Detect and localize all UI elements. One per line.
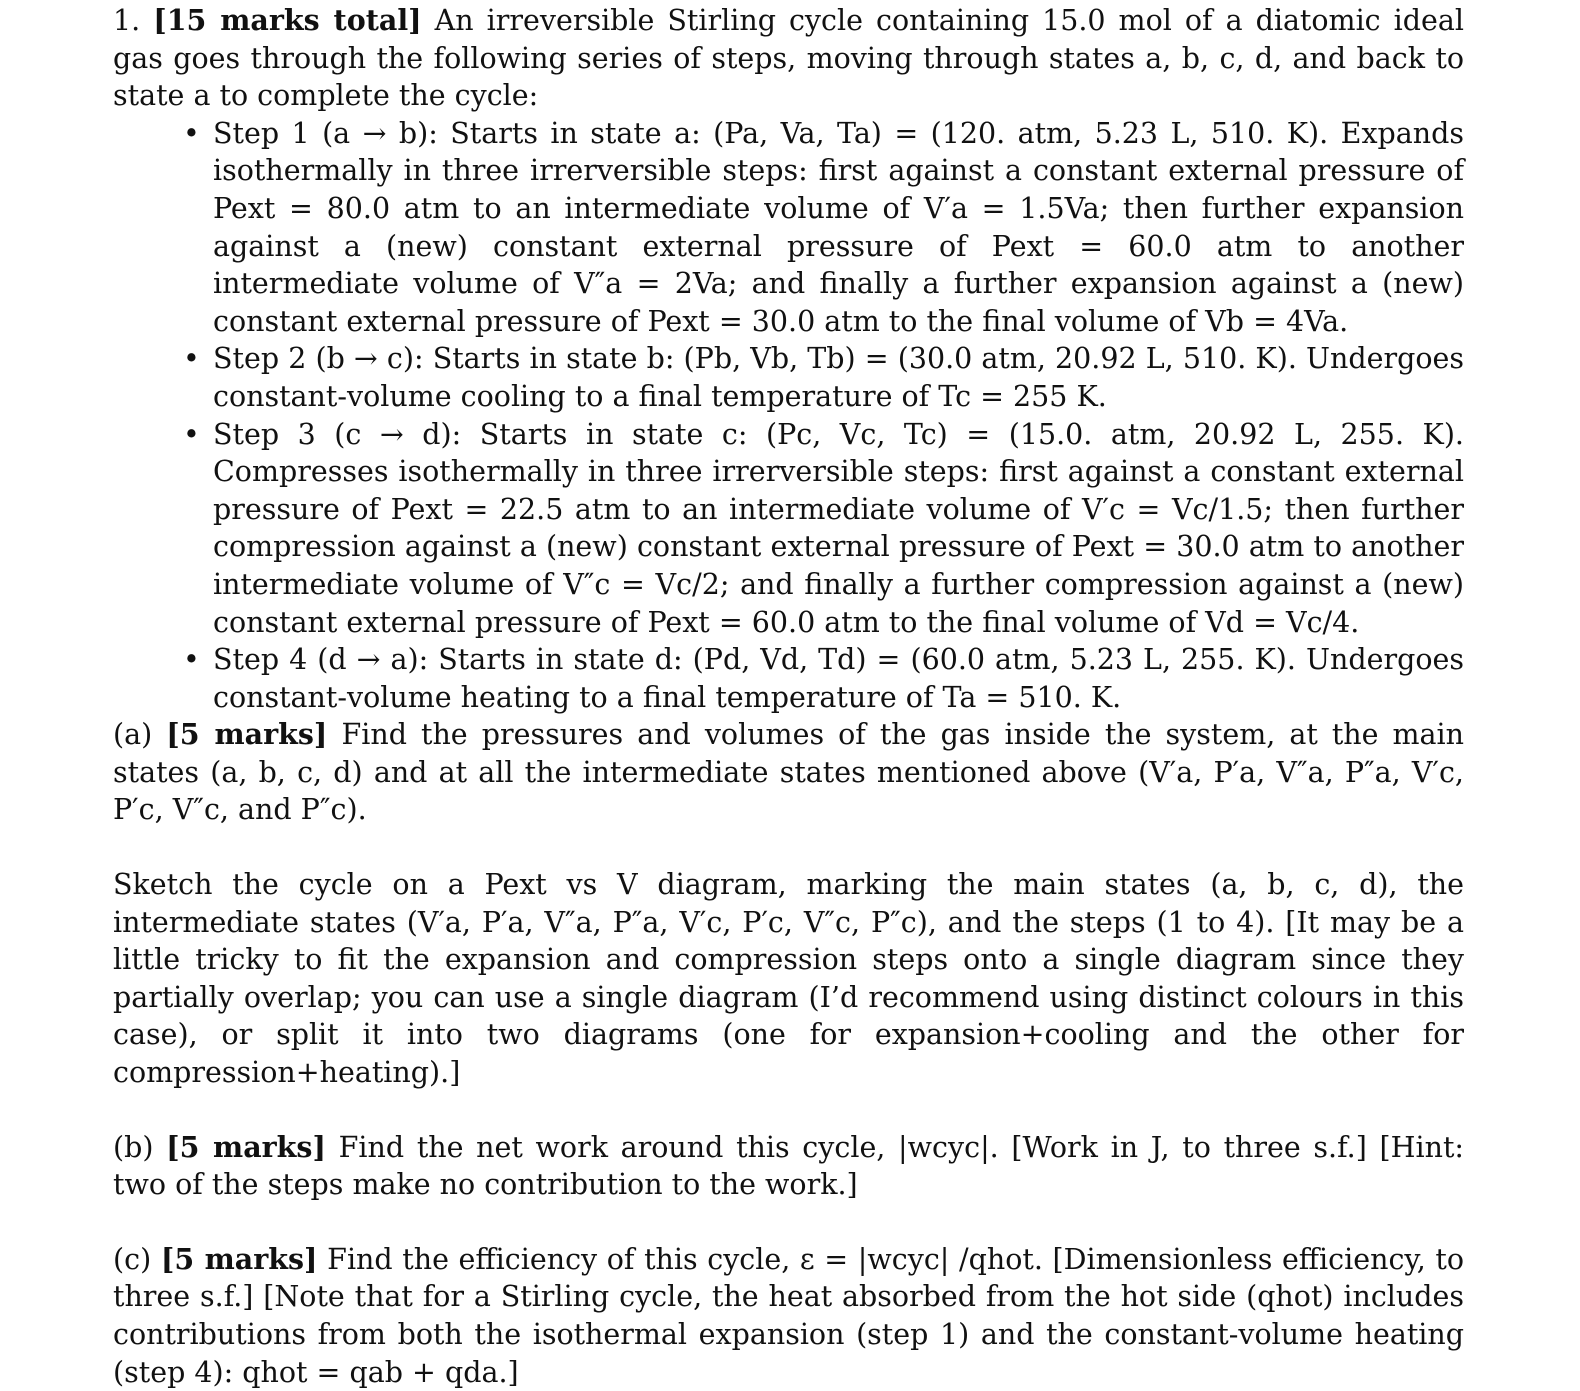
- sketch-instructions: [113, 866, 1464, 1092]
- steps-list: [113, 115, 1464, 717]
- part-b-marks: [5 marks]: [166, 1129, 326, 1164]
- step-text: Step 2 (b → c): Starts in state b: (Pb, Vb, Tb) = (30.0 atm, 20.92 L, 510. K). Undergoes constant-volume cooling to a final temperature of Tc = 255 K.: [213, 342, 1464, 413]
- step-item: [213, 416, 1464, 642]
- part-a-label: (a): [113, 718, 153, 752]
- part-c-label: (c): [113, 1242, 152, 1276]
- step-text: Step 1 (a → b): Starts in state a: (Pa, Va, Ta) = (120. atm, 5.23 L, 510. K). Expands isothermally in three irrerversible steps: first against a constant external pressure of Pext = 80.0 atm to an intermediate volume of V′a = 1.5Va; then further expansion against a (new) constant external pressure of Pext = 60.0 atm to another intermediate volume of V″a = 2Va; and finally a further expansion against a (new) constant external pressure of Pext = 30.0 atm to the final volume of Vb = 4Va.: [213, 116, 1464, 338]
- part-a-text: Find the pressures and volumes of the gas inside the system, at the main states (a, b, c, d) and at all the intermediate states mentioned above (V′a, P′a, V″a, P″a, V′c, P′c, V″c, and P″c).: [113, 718, 1465, 827]
- part-b-text: Find the net work around this cycle, |wcyc|. [Work in J, to three s.f.] [Hint: two of the steps make no contribution to the work.]: [113, 1130, 1465, 1202]
- question-intro-text: An irreversible Stirling cycle containing 15.0 mol of a diatomic ideal gas goes through the following series of steps, moving through states a, b, c, d, and back to state a to complete the cycle:: [113, 4, 1464, 113]
- question-marks: [15 marks total]: [153, 3, 422, 37]
- question-number: 1.: [113, 4, 141, 37]
- part-a: [113, 716, 1464, 829]
- part-c-text: Find the efficiency of this cycle, ε = |wcyc| /qhot. [Dimensionless efficiency, to three s.f.] [Note that for a Stirling cycle, the heat absorbed from the hot side (qhot) includes contributions from both the isothermal expansion (step 1) and the constant-volume heating (step 4): qhot = qab + qda.]: [113, 1242, 1465, 1389]
- part-c: [113, 1241, 1464, 1391]
- step-item: [213, 641, 1464, 716]
- part-b-label: (b): [113, 1130, 154, 1164]
- step-item: [213, 340, 1464, 415]
- step-item: [213, 115, 1464, 341]
- question-intro: [113, 2, 1464, 115]
- step-text: Step 4 (d → a): Starts in state d: (Pd, Vd, Td) = (60.0 atm, 5.23 L, 255. K). Undergoes constant-volume heating to a final temperature of Ta = 510. K.: [213, 643, 1464, 714]
- part-b: [113, 1129, 1464, 1204]
- part-c-marks: [5 marks]: [160, 1241, 318, 1276]
- sketch-text: Sketch the cycle on a Pext vs V diagram, marking the main states (a, b, c, d), the intermediate states (V′a, P′a, V″a, P″a, V′c, P′c, V″c, P″c), and the steps (1 to 4). [It may be a little tricky to fit the expansion and compression steps onto a single diagram since they partially overlap; you can use a single diagram (I’d recommend using distinct colours in this case), or split it into two diagrams (one for expansion+cooling and the other for compression+heating).]: [113, 868, 1464, 1090]
- step-text: Step 3 (c → d): Starts in state c: (Pc, Vc, Tc) = (15.0. atm, 20.92 L, 255. K). Compresses isothermally in three irrerversible steps: first against a constant external pressure of Pext = 22.5 atm to an intermediate volume of V′c = Vc/1.5; then further compression against a (new) constant external pressure of Pext = 30.0 atm to another intermediate volume of V″c = Vc/2; and finally a further compression against a (new) constant external pressure of Pext = 60.0 atm to the final volume of Vd = Vc/4.: [213, 417, 1464, 639]
- part-a-marks: [5 marks]: [166, 717, 328, 752]
